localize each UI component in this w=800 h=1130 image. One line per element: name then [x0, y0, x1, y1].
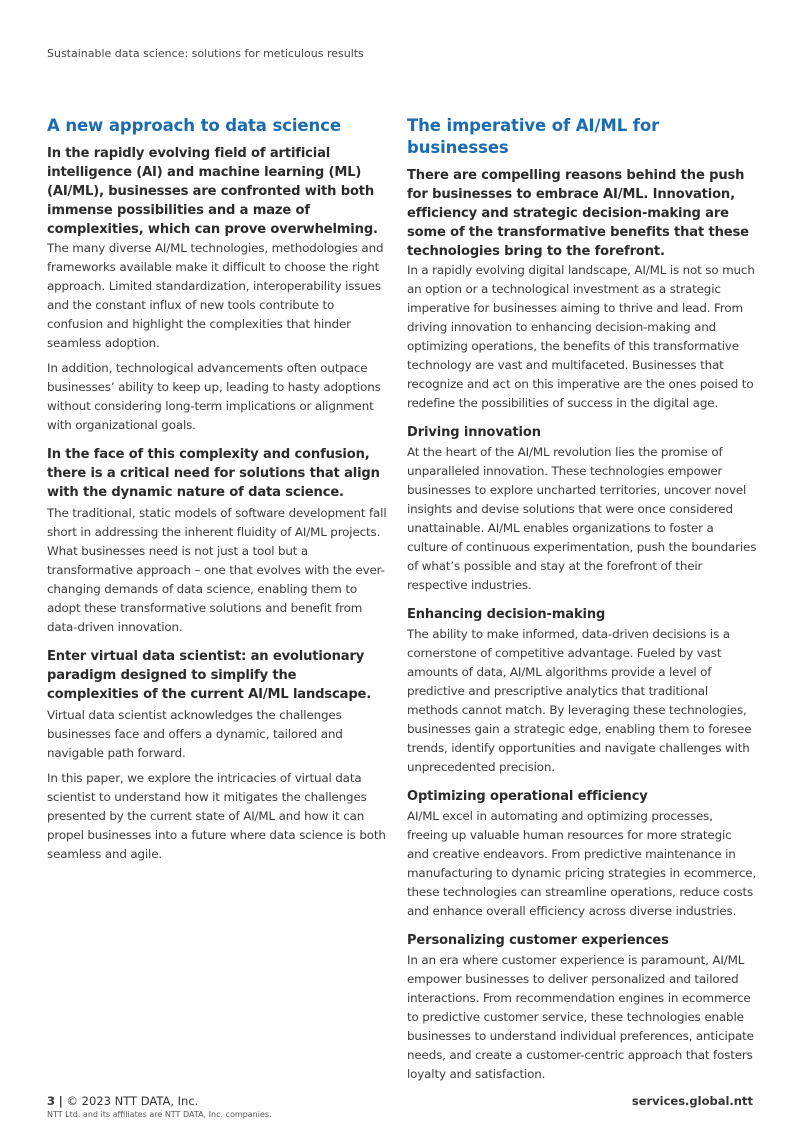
body-paragraph: AI/ML excel in automating and optimizing processes, freeing up valuable human resources for more strategic and creative endeavors. From predictive maintenance in manufacturing to dynamic pricing strategies in ecommerce, these technologies can streamline operations, reduce costs and enhance overall efficiency across diverse industries.	[407, 809, 757, 918]
body-paragraph: The traditional, static models of software development fall short in addressing the inherent fluidity of AI/ML projects. What businesses need is not just a tool but a transformative approach – one that evolves with the ever-changing demands of data science, enabling them to adopt these transformative solutions and benefit from data-driven innovation.	[47, 506, 387, 634]
copyright-text: © 2023 NTT DATA, Inc.	[66, 1094, 199, 1108]
body-paragraph: In this paper, we explore the intricacies of virtual data scientist to understand how it mitigates the challenges presented by the current state of AI/ML and how it can propel businesses into a future where data science is both seamless and agile.	[47, 771, 386, 861]
page-number: 3	[47, 1094, 56, 1108]
body-paragraph: The ability to make informed, data-driven decisions is a cornerstone of competitive advantage. Fueled by vast amounts of data, AI/ML algorithms provide a level of predictive and prescriptive analytics that traditional methods cannot match. By leveraging these technologies, businesses gain a strategic edge, enabling them to foresee trends, identify opportunities and navigate challenges with unprecedented precision.	[407, 627, 752, 774]
subsection-heading: Driving innovation	[407, 425, 541, 440]
footer-note: NTT Ltd. and its affiliates are NTT DATA, Inc. companies.	[47, 1110, 272, 1119]
lead-paragraph: In the rapidly evolving field of artificial intelligence (AI) and machine learning (ML) (AI/ML), businesses are confronted with both immense possibilities and a maze of complexities, which can prove overwhelming.	[47, 146, 378, 237]
emphasis-paragraph: In the face of this complexity and confusion, there is a critical need for solutions that align with the dynamic nature of data science.	[47, 447, 380, 500]
section-title: The imperative of AI/ML for businesses	[407, 116, 660, 157]
section-title: A new approach to data science	[47, 116, 341, 135]
footer-separator: |	[58, 1094, 63, 1108]
body-paragraph: Virtual data scientist acknowledges the challenges businesses face and offers a dynamic, tailored and navigable path forward.	[47, 708, 343, 760]
subsection-heading: Personalizing customer experiences	[407, 933, 669, 948]
running-header: Sustainable data science: solutions for meticulous results	[47, 47, 364, 60]
footer	[47, 1094, 272, 1119]
subsection-heading: Optimizing operational efficiency	[407, 789, 648, 804]
body-paragraph: The many diverse AI/ML technologies, methodologies and frameworks available make it difficult to choose the right approach. Limited standardization, interoperability issues and the constant influx of new tools contribute to confusion and highlight the complexities that hinder seamless adoption.	[47, 241, 384, 350]
lead-paragraph: There are compelling reasons behind the push for businesses to embrace AI/ML. Innovation, efficiency and strategic decision-making are some of the transformative benefits that these technologies bring to the forefront.	[407, 168, 749, 259]
body-paragraph: In an era where customer experience is paramount, AI/ML empower businesses to deliver personalized and tailored interactions. From recommendation engines in ecommerce to predictive customer service, these technologies enable businesses to understand individual preferences, anticipate needs, and create a customer-centric approach that fosters loyalty and satisfaction.	[407, 953, 754, 1081]
footer-copyright-line	[47, 1094, 272, 1108]
left-column	[47, 115, 387, 870]
subsection-heading: Enhancing decision-making	[407, 607, 606, 622]
body-paragraph: At the heart of the AI/ML revolution lies the promise of unparalleled innovation. These technologies empower businesses to explore uncharted territories, uncover novel insights and devise solutions that were once considered unattainable. AI/ML enables organizations to foster a culture of continuous experimentation, push the boundaries of what’s possible and stay at the forefront of their respective industries.	[407, 445, 757, 592]
emphasis-paragraph: Enter virtual data scientist: an evolutionary paradigm designed to simplify the complexities of the current AI/ML landscape.	[47, 649, 372, 702]
body-paragraph: In addition, technological advancements often outpace businesses’ ability to keep up, leading to hasty adoptions without considering long-term implications or alignment with organizational goals.	[47, 361, 381, 432]
website-link[interactable]: services.global.ntt	[631, 1094, 753, 1108]
body-paragraph: In a rapidly evolving digital landscape, AI/ML is not so much an option or a technological investment as a strategic imperative for businesses aiming to thrive and lead. From driving innovation to enhancing decision-making and optimizing operations, the benefits of this transformative technology are vast and multifaceted. Businesses that recognize and act on this imperative are the ones poised to redefine the possibilities of success in the digital age.	[407, 263, 755, 410]
right-column	[407, 115, 757, 1090]
